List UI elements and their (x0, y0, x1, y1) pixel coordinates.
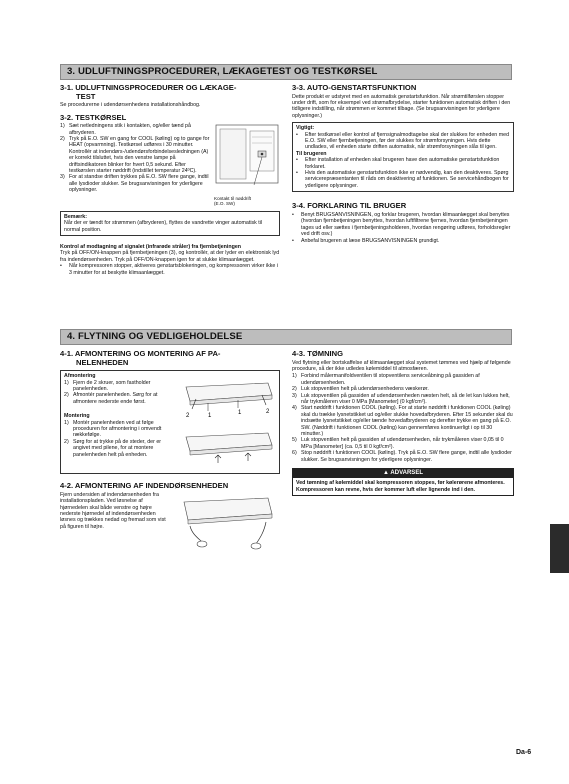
page-number: Da-6 (516, 749, 532, 756)
warning-triangle-icon: ▲ (383, 470, 389, 477)
important-box: Vigtigt: • Efter testkørsel eller kontrol af fjernsignalmodtagelse skal der slukkes for enheden med E.O. SW eller fjernbetjeningen, før der slukkes for strømforsyningen. Hvis dette undlades, vil enheden starte driften automatisk, når strømforsyningen slås til igen. Til brugeren • Efter installation af enheden skal brugeren have den automatiske genstartsfunktion forklaret. • Hvis den automatiske genstartsfunktion ikke er nødvendig, kan den deaktiveres. Spørg servicerepræsentanten til råds om deaktivering af funktionen. Se servicehåndbogen for yderligere oplysninger. (292, 122, 514, 192)
warning-title: ADVARSEL (390, 470, 423, 477)
section-3-header: 3. UDLUFTNINGSPROCEDURER, LÆKAGETEST OG TESTKØRSEL (60, 64, 512, 80)
section-3-3-body: Dette produkt er udstyret med en automatisk genstartsfunktion. Når strømtilførslen stopper under drift, som for eksempel ved strømafbrydelse, starter funktionen automatisk driften i den tidligere indstilling, når strømmen er kommet tilbage. (Se brugsanvisningen for yderligere oplysninger.) (292, 93, 511, 119)
list-item: 2) Luk stopventilen helt på udendørsenhedens væskerør. (292, 386, 429, 393)
heading-3-1 (60, 84, 280, 101)
heading-4-1 (60, 350, 280, 367)
warning-header (293, 469, 513, 478)
list-item: 6) Stop nøddrift i funktionen COOL (køling). Tryk på E.O. SW flere gange, indtil alle lysdioder slukker. Se brugsanvisningen for yderligere oplysninger. (292, 450, 512, 463)
heading-4-3: 4-3. TØMNING (292, 349, 344, 358)
remove-indoor-figure (172, 492, 280, 554)
figure-label-2-left: 2 (186, 413, 190, 420)
heading-4-1-line2: NELENHEDEN (76, 357, 129, 367)
testrun-block (60, 123, 280, 207)
section-3-left-column (60, 84, 280, 276)
section-3-right-column (292, 84, 514, 244)
list-item: • Efter testkørsel eller kontrol af fjernsignalmodtagelse skal der slukkes for enheden med E.O. SW eller fjernbetjeningen, før der slukkes for strømforsyningen. Hvis dette undlades, vil enheden starte driften automatisk, når strømforsyningen slås til igen. (296, 131, 510, 151)
indoor-unit-removal-illustration (176, 492, 280, 552)
panel-figures (178, 373, 276, 471)
figure-caption: Kontakt til nøddrift (E.O. SW) (214, 195, 252, 207)
warning-box (292, 468, 514, 496)
note-box: Bemærk: Når der er tændt for strømmen (afbryderen), flyttes de vandrette vinger automatisk til normal position. (60, 211, 280, 236)
heading-4-1-line1: 4-1. AFMONTERING OG MONTERING AF PA- (60, 349, 221, 358)
list-item: • Når kompressoren stopper, aktiveres genstartsblokeringen, og kompressoren virker ikke i 3 minutter for at beskytte klimaanlægget. (60, 263, 279, 276)
list-item: 5) Luk stopventilen helt på gassiden af udendørsenheden, når trykmåleren viser 0,05 til 0 MPa [Manometer] (ca. 0,5 til 0 kgf/cm²). (292, 437, 504, 450)
heading-3-1-line2: TEST (76, 91, 96, 101)
list-item: • Benyt BRUGSANVISNINGEN, og forklar brugeren, hvordan klimaanlægget skal benyttes (hvordan fjernbetjeningen benyttes, hvordan luftfiltrene fjernes, hvordan fjernbetjeningen tages ud eller sættes i fjernbetjeningsholderen, hvordan rengøring udføres, forholdsregler ved drift osv.) (292, 211, 511, 238)
section-4-right-column (292, 350, 514, 496)
remove-indoor-block (60, 492, 280, 554)
section-4-2-body: Fjern undersiden af indendørsenheden fra installationspladen. Ved løsnelse af hjørnedelen skal både venstre og højre nederste hjørnedel af indendørsenheden løsnes og trækkes nedad og fremad som vist på figuren til højre. (60, 491, 166, 530)
list-item: 2) Afmontér panelenheden. Sørg for at afmontere nederste ende først. (64, 392, 158, 405)
eo-switch-figure (210, 123, 280, 207)
list-item: 1) Sæt netledningens stik i kontakten, og/eller tænd på afbryderen. (60, 123, 191, 136)
list-item: 3) For at standse driften trykkes på E.O. SW flere gange, indtil alle lysdioder slukker. Se brugsanvisningen for yderligere oplysninger. (60, 174, 209, 194)
section-4-header: 4. FLYTNING OG VEDLIGEHOLDELSE (60, 329, 512, 345)
list-item: 3) Luk stopventilen på gassiden af udendørsenheden næsten helt, så de let kan lukkes helt, når trykmåleren viser 0 MPa [Manometer] (0 kgf/cm²). (292, 392, 510, 406)
panel-unit-illustration (178, 373, 276, 471)
warning-body: Ved tømning af kølemiddel skal kompressoren stoppes, før kølerørene afmonteres. Kompressoren kan revne, hvis der kommer luft eller lignende ind i den. (296, 480, 505, 493)
list-item: 1) Montér panelenheden ved at følge proceduren for afmontering i omvendt rækkefølge. (64, 419, 162, 439)
list-item: 1) Forbind målermanifoldventilen til stopventilens serviceåbning på gassiden af udendørsenheden. (292, 373, 480, 386)
testrun-steps (60, 123, 210, 207)
panel-procedure-text: Afmontering 1) Fjern de 2 skruer, som fastholder panelenheden. 2) Afmontér panelenheden. Sørg for at afmontere nederste ende først. Montering 1) Montér panelenheden ved at følge proceduren for afmontering i omvendt rækkefølge. 2) Sørg for at trykke på de steder, der er angivet med pilene, for at montere panelenheden helt på enheden. (64, 373, 178, 471)
panel-procedure-box (60, 370, 280, 474)
list-item: 1) Fjern de 2 skruer, som fastholder panelenheden. (64, 379, 151, 392)
list-item: 2) Tryk på E.O. SW en gang for COOL (køling) og to gange for HEAT (opvarmning). Testkørsel udføres i 30 minutter. Kontrollér at indendørs-/udendørsforbindelsesledningen (A) er korrekt tilsluttet, hvis den venstre lampe på driftsindikatoren blinker for hvert 0,5 sekund. Efter testkørslen starter nøddrift (indstillet temperatur 24ºC). (60, 136, 210, 175)
list-item: • Efter installation af enheden skal brugeren have den automatiske genstartsfunktion forklaret. (296, 157, 500, 170)
list-item: • Hvis den automatiske genstartsfunktion ikke er nødvendig, kan den deaktiveres. Spørg servicerepræsentanten til råds om deaktivering af funktionen. Se servicehåndbogen for yderligere oplysninger. (296, 170, 509, 189)
figure-label-1-right: 1 (238, 410, 242, 417)
figure-label-1-left: 1 (208, 413, 212, 420)
remote-signal-check: Kontrol af modtagning af signalet (infrarøde stråler) fra fjernbetjeningen Tryk på OFF/ON-knappen på fjernbetjeningen (3), og kontrollér, at der lyder en elektronisk lyd fra indendørsenheden. Tryk på OFF/ON-knappen igen for at slukke klimaanlægget. • Når kompressoren stopper, aktiveres genstartsblokeringen, og kompressoren virker ikke i 3 minutter for at beskytte klimaanlægget. (60, 244, 280, 276)
section-4-3-body: Ved flytning eller bortskaffelse af klimaanlægget skal systemet tømmes ved hjælp af følgende procedure, så der ikke udledes kølemiddel til atmosfæren. (292, 359, 511, 372)
section-3-1-body: Se procedurerne i udendørsenhedens installationshåndbog. (60, 102, 201, 109)
figure-label-2-right: 2 (266, 409, 270, 416)
heading-3-2: 3-2. TESTKØRSEL (60, 112, 127, 122)
list-item: 4) Start nøddrift i funktionen COOL (køling). For at starte nøddrift i funktionen COOL (køling) skal du trække lysnetstikket ud og/eller slukke hovedafbryderen. Efter 15 sekunder skal du indsætte lysnetstikket og/eller tænde hovedafbryderen og derefter trykke en gang på E.O. SW. (Nøddrift i funktionen COOL (køling) kan gennemføres kontinuerligt i op til 30 minutter.) (292, 405, 513, 438)
section-4-left-column (60, 350, 280, 554)
section-thumb-tab (550, 524, 569, 573)
heading-3-3: 3-3. AUTO-GENSTARTSFUNKTION (292, 83, 417, 92)
list-item: • Anbefal brugeren at læse BRUGSANVISNINGEN grundigt. (292, 237, 440, 244)
heading-4-2: 4-2. AFMONTERING AF INDENDØRSENHEDEN (60, 481, 229, 491)
heading-3-4: 3-4. FORKLARING TIL BRUGER (292, 201, 407, 211)
list-item: 2) Sørg for at trykke på de steder, der er angivet med pilene, for at montere panelenheden helt på enheden. (64, 438, 162, 458)
heading-3-1-line1: 3-1. UDLUFTNINGSPROCEDURER OG LÆKAGE- (60, 83, 237, 92)
indoor-unit-illustration (214, 123, 280, 193)
